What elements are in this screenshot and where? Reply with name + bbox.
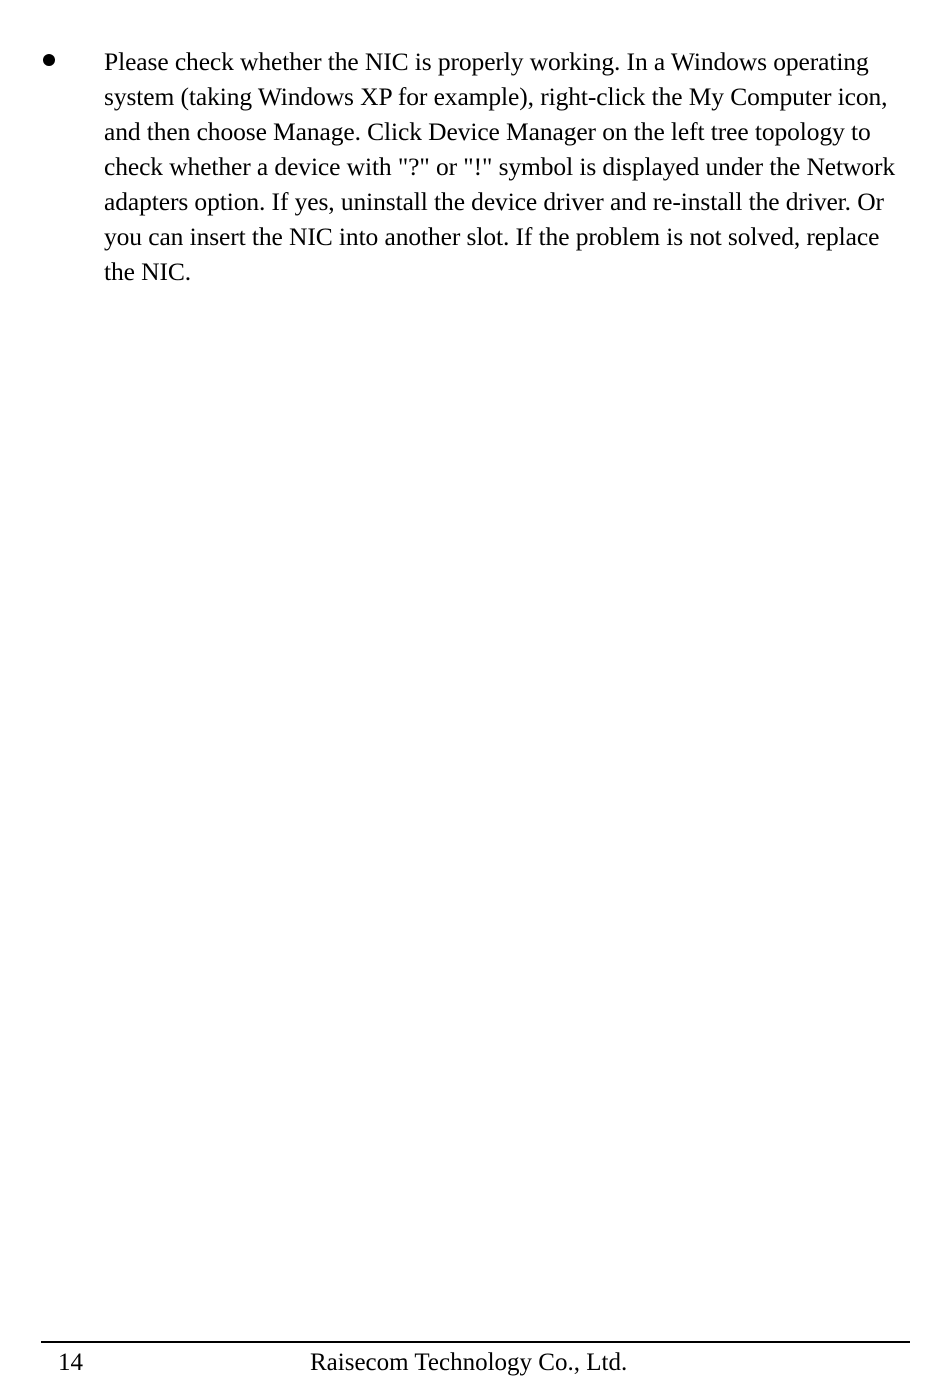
footer-divider [41,1341,910,1343]
bullet-text: Please check whether the NIC is properly working. In a Windows operating system (taking Windows XP for example), right-click the My Computer icon, and then choose Manage. Click Device Manager on the left tree topology to check whether a device with "?" or "!" symbol is displayed under the Network adapters option. If yes, uninstall the device driver and re-install the driver. Or you can insert the NIC into another slot. If the problem is not solved, replace the NIC. [104,47,896,286]
page-number: 14 [58,1349,83,1376]
footer-company-name: Raisecom Technology Co., Ltd. [310,1349,628,1376]
bullet-icon [43,54,55,66]
